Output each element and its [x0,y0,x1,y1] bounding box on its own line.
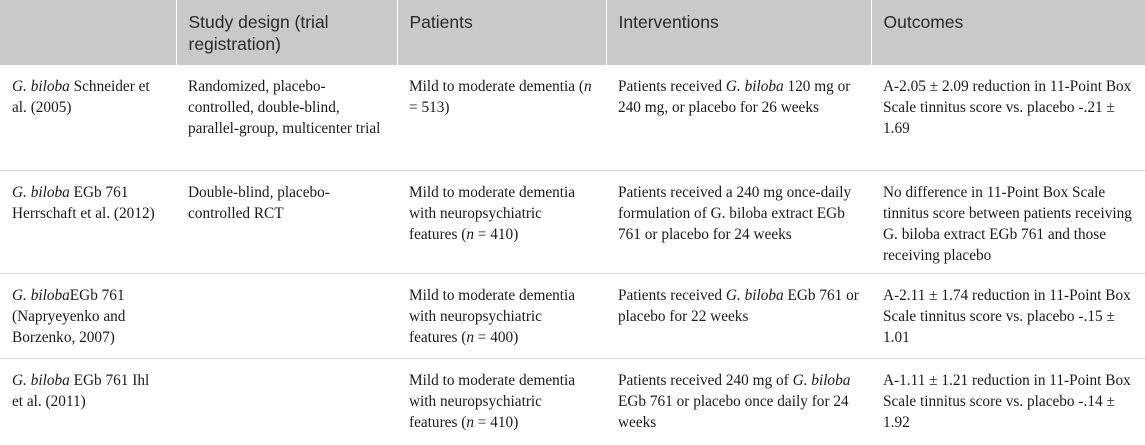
design-cell: Double-blind, placebo-controlled RCT [176,170,397,273]
outcomes-cell: A-2.11 ± 1.74 reduction in 11-Point Box Scale tinnitus score vs. placebo -.15 ± 1.01 [871,273,1145,358]
design-cell: Randomized, placebo-controlled, double-blind, parallel-group, multicenter trial [176,65,397,170]
study-cell: G. biloba EGb 761 Ihl et al. (2011) [12,371,150,410]
interventions-cell: Patients received a 240 mg once-daily formulation of G. biloba extract EGb 761 or placebo for 24 weeks [606,170,871,273]
design-cell [176,273,397,358]
table-row [0,170,1145,273]
header-outcomes: Outcomes [871,0,1145,65]
design-cell [176,358,397,445]
interventions-cell: Patients received 240 mg of G. biloba EGb 761 or placebo once daily for 24 weeks [618,371,851,431]
header-study-design: Study design (trial registration) [176,0,397,65]
interventions-cell: Patients received G. biloba 120 mg or 240 mg, or placebo for 26 weeks [606,65,871,170]
outcomes-cell: A-2.05 ± 2.09 reduction in 11-Point Box Scale tinnitus score vs. placebo -.21 ± 1.69 [871,65,1145,170]
outcomes-cell: No difference in 11-Point Box Scale tinnitus score between patients receiving G. biloba extract EGb 761 and those receiving placebo [871,170,1145,273]
table-row [0,273,1145,358]
patients-cell: Mild to moderate dementia with neuropsychiatric features (n = 410) [397,170,606,273]
header-patients: Patients [397,0,606,65]
patients-cell: Mild to moderate dementia with neuropsychiatric features (n = 400) [397,273,606,358]
interventions-cell: Patients received G. biloba EGb 761 or placebo for 22 weeks [606,273,871,358]
study-cell: G. bilobaEGb 761 (Napryeyenko and Borzenko, 2007) [0,273,176,358]
header-study [0,0,176,65]
header-row [0,0,1145,65]
header-interventions: Interventions [606,0,871,65]
patients-cell: Mild to moderate dementia with neuropsychiatric features (n = 410) [409,371,576,431]
table-row [0,65,1145,170]
patients-cell: Mild to moderate dementia (n = 513) [397,65,606,170]
outcomes-cell: A-1.11 ± 1.21 reduction in 11-Point Box Scale tinnitus score vs. placebo -.14 ± 1.92 [883,371,1131,431]
table-row [0,358,1145,445]
study-cell: G. biloba Schneider et al. (2005) [0,65,176,170]
study-cell: G. biloba EGb 761 Herrschaft et al. (2012) [0,170,176,273]
